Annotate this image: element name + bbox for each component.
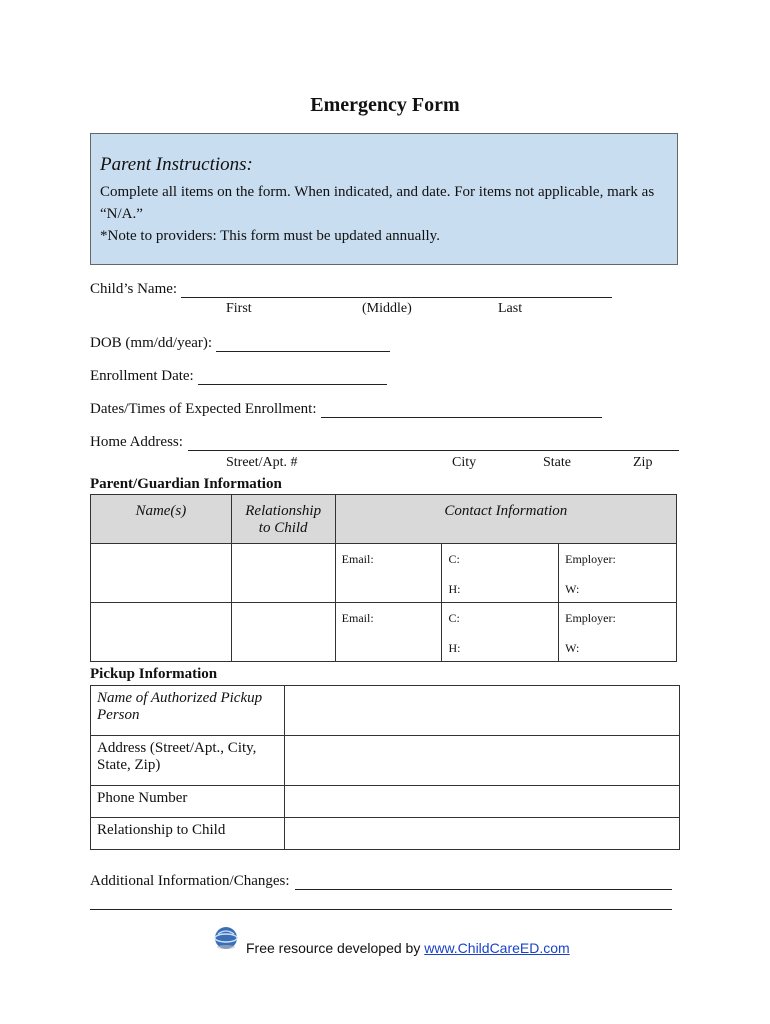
pickup-row xyxy=(91,786,680,818)
pickup-name-field[interactable] xyxy=(284,686,679,736)
pickup-address-label: Address (Street/Apt., City, State, Zip) xyxy=(91,736,285,786)
instructions-line-1: Complete all items on the form. When indicated, and date. For items not applicable, mark as xyxy=(100,184,655,200)
pickup-phone-field[interactable] xyxy=(284,786,679,818)
email-label: Email: xyxy=(341,611,374,625)
employer-cell[interactable] xyxy=(559,544,677,603)
guardian-relationship-cell[interactable] xyxy=(231,544,335,603)
home-address-label: Home Address: xyxy=(90,434,183,450)
cell-label: C: xyxy=(448,611,460,625)
enrollment-date-label: Enrollment Date: xyxy=(90,368,194,384)
guardian-row xyxy=(91,544,677,603)
address-street-label: Street/Apt. # xyxy=(226,455,298,470)
child-middle-label: (Middle) xyxy=(362,301,412,316)
dob-label: DOB (mm/dd/year): xyxy=(90,335,213,351)
guardian-name-cell[interactable] xyxy=(91,603,232,662)
employer-cell[interactable] xyxy=(559,603,677,662)
address-state-label: State xyxy=(543,455,571,470)
col-names-header: Name(s) xyxy=(91,495,232,544)
guardian-name-cell[interactable] xyxy=(91,544,232,603)
pickup-phone-label: Phone Number xyxy=(91,786,285,818)
additional-info-field-2[interactable] xyxy=(90,909,672,910)
pickup-table xyxy=(90,685,680,850)
additional-info-field[interactable] xyxy=(295,889,672,890)
instructions-line-2: “N/A.” xyxy=(100,206,143,222)
child-last-label: Last xyxy=(498,301,523,316)
home-address-field[interactable] xyxy=(188,450,679,451)
work-label: W: xyxy=(565,641,580,655)
col-contact-header: Contact Information xyxy=(335,495,676,544)
pickup-address-field[interactable] xyxy=(284,736,679,786)
pickup-relationship-label: Relationship to Child xyxy=(91,818,285,850)
phone-cell[interactable] xyxy=(442,603,559,662)
email-cell[interactable] xyxy=(335,544,442,603)
address-zip-label: Zip xyxy=(633,455,653,470)
additional-info-label: Additional Information/Changes: xyxy=(90,873,290,889)
email-label: Email: xyxy=(341,552,374,566)
expected-enrollment-label: Dates/Times of Expected Enrollment: xyxy=(90,401,317,417)
instructions-box xyxy=(90,133,678,265)
cell-label: C: xyxy=(448,552,460,566)
col-relationship-header: Relationship to Child xyxy=(231,495,335,544)
work-label: W: xyxy=(565,582,580,596)
expected-enrollment-field[interactable] xyxy=(321,417,602,418)
instructions-heading: Parent Instructions: xyxy=(100,154,253,175)
footer-text: Free resource developed by xyxy=(246,940,425,956)
guardian-table xyxy=(90,494,677,662)
dob-field[interactable] xyxy=(216,351,390,352)
instructions-line-3: *Note to providers: This form must be updated annually. xyxy=(100,228,440,244)
footer-link[interactable]: www.ChildCareED.com xyxy=(424,940,570,956)
email-cell[interactable] xyxy=(335,603,442,662)
address-city-label: City xyxy=(452,455,477,470)
child-first-label: First xyxy=(226,301,252,316)
child-name-label: Child’s Name: xyxy=(90,281,178,297)
phone-cell[interactable] xyxy=(442,544,559,603)
footer xyxy=(246,940,570,956)
home-label: H: xyxy=(448,641,461,655)
employer-label: Employer: xyxy=(565,552,616,566)
pickup-row xyxy=(91,736,680,786)
page-title: Emergency Form xyxy=(310,94,460,116)
home-label: H: xyxy=(448,582,461,596)
child-name-field[interactable] xyxy=(181,297,612,298)
pickup-row xyxy=(91,686,680,736)
pickup-relationship-field[interactable] xyxy=(284,818,679,850)
employer-label: Employer: xyxy=(565,611,616,625)
pickup-heading: Pickup Information xyxy=(90,666,218,682)
guardian-relationship-cell[interactable] xyxy=(231,603,335,662)
pickup-row xyxy=(91,818,680,850)
guardian-heading: Parent/Guardian Information xyxy=(90,476,282,492)
pickup-name-label: Name of Authorized Pickup Person xyxy=(91,686,285,736)
enrollment-date-field[interactable] xyxy=(198,384,387,385)
guardian-row xyxy=(91,603,677,662)
globe-icon xyxy=(213,925,239,951)
